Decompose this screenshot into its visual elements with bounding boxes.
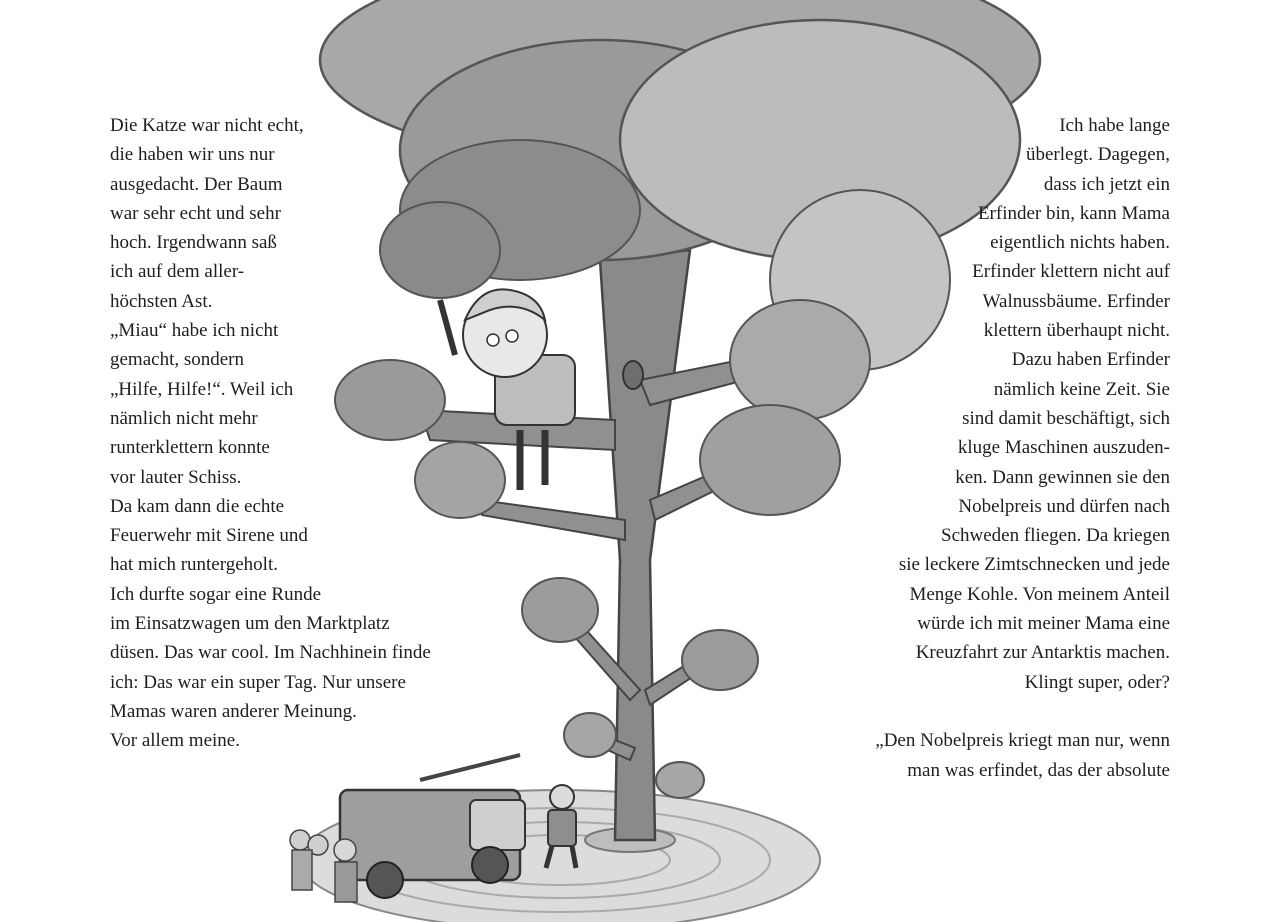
left-text-line: ich auf dem aller- [110, 261, 245, 283]
right-text-line: Kreuzfahrt zur Antarktis machen. [915, 642, 1170, 664]
left-text-line: vor lauter Schiss. [110, 466, 242, 488]
right-text-line: überlegt. Dagegen, [1025, 144, 1170, 166]
left-text-line: ich: Das war ein super Tag. Nur unsere [110, 671, 406, 693]
right-text-line: ken. Dann gewinnen sie den [955, 466, 1170, 488]
left-text-line: „Miau“ habe ich nicht [110, 320, 279, 342]
left-text-line: hat mich runtergeholt. [110, 554, 278, 576]
right-text-line: dass ich jetzt ein [1043, 173, 1170, 195]
right-text-line: sind damit beschäftigt, sich [962, 407, 1170, 429]
right-text-line: Schweden fliegen. Da kriegen [941, 525, 1170, 547]
right-text-line: nämlich keine Zeit. Sie [993, 378, 1170, 400]
left-text-line: „Hilfe, Hilfe!“. Weil ich [110, 378, 294, 400]
left-text-line: im Einsatzwagen um den Marktplatz [110, 613, 390, 635]
left-text-line: gemacht, sondern [110, 349, 245, 371]
right-text-line: Erfinder bin, kann Mama [977, 202, 1170, 224]
left-text-line: ausgedacht. Der Baum [110, 173, 283, 195]
right-text-line: „Den Nobelpreis kriegt man nur, wenn [875, 730, 1170, 752]
right-text-line: man was erfindet, das der absolute [907, 759, 1170, 781]
left-text-line: Mamas waren anderer Meinung. [110, 700, 357, 722]
right-text-line: Nobelpreis und dürfen nach [958, 495, 1170, 517]
left-text-line: war sehr echt und sehr [110, 202, 281, 224]
left-text-line: hoch. Irgendwann saß [110, 232, 277, 254]
left-text-line: höchsten Ast. [110, 290, 213, 312]
right-text-line: eigentlich nichts haben. [990, 232, 1170, 254]
right-text-line: Klingt super, oder? [1024, 671, 1170, 693]
left-text-line: nämlich nicht mehr [110, 407, 258, 429]
right-text-line: sie leckere Zimtschnecken und jede [898, 554, 1170, 576]
left-text-line: runterklettern konnte [110, 437, 270, 459]
right-text-line: klettern überhaupt nicht. [983, 320, 1170, 342]
right-text-line: Erfinder klettern nicht auf [972, 261, 1170, 283]
left-text-line: die haben wir uns nur [110, 144, 275, 166]
right-text-line: würde ich mit meiner Mama eine [917, 613, 1170, 635]
left-text-line: Feuerwehr mit Sirene und [110, 525, 308, 547]
right-text-line: Dazu haben Erfinder [1011, 349, 1170, 371]
right-text-column [750, 111, 1170, 785]
left-text-line: Vor allem meine. [110, 730, 240, 752]
left-text-column [110, 111, 490, 756]
fire-truck [340, 755, 525, 898]
left-text-line: Da kam dann die echte [110, 495, 285, 517]
right-text-line: Walnussbäume. Erfinder [982, 290, 1170, 312]
right-text-line: kluge Maschinen auszuden- [957, 437, 1170, 459]
left-text-line: Ich durfte sogar eine Runde [110, 583, 322, 605]
left-text-line: Die Katze war nicht echt, [110, 115, 304, 136]
right-text-line: Menge Kohle. Von meinem Anteil [909, 583, 1170, 605]
right-text-line: Ich habe lange [1059, 115, 1170, 136]
right-text-line [750, 697, 1170, 726]
left-text-line: düsen. Das war cool. Im Nachhinein finde [110, 642, 431, 664]
